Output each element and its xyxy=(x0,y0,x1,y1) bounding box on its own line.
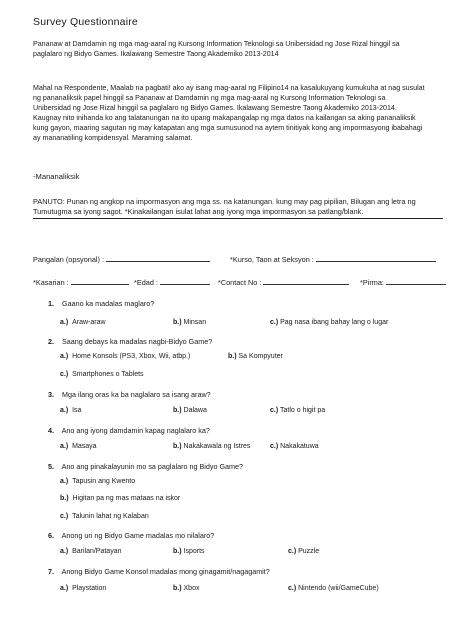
option-letter: a.) xyxy=(60,443,69,450)
field-pangalan-label: Pangalan (opsyonal) : xyxy=(33,255,104,264)
q4-option-c[interactable] xyxy=(270,443,319,450)
option-text: Isports xyxy=(183,548,205,555)
field-contact xyxy=(218,278,349,287)
option-letter: a.) xyxy=(60,407,69,414)
instructions-line: PANUTO: Punan ng angkop na impormasyon ang mga ss. na katanungan. kung may pag pipilian, Bilugan ang letra ng xyxy=(33,197,416,206)
document-title: Survey Questionnaire xyxy=(33,16,138,28)
option-text: Sa Kompyuter xyxy=(238,353,283,360)
question-text: Gaano ka madalas maglaro? xyxy=(62,299,155,308)
q3-option-c[interactable] xyxy=(270,407,325,414)
q2-option-c[interactable] xyxy=(60,371,144,378)
field-kasarian xyxy=(33,278,129,287)
option-text: Talunin lahat ng Kalaban xyxy=(72,513,149,520)
q4-option-b[interactable] xyxy=(173,443,250,450)
option-text: Minsan xyxy=(183,319,207,326)
intro-line: paglalaro ng Bidyo Games. Ikalawang Semestre Taong Akademiko 2013-2014 xyxy=(33,50,279,58)
option-letter: c.) xyxy=(270,443,279,450)
question-1 xyxy=(48,299,154,308)
q5-option-a[interactable] xyxy=(60,478,135,485)
q3-option-b[interactable] xyxy=(173,407,207,414)
question-text: Anong Bidyo Game Konsol madalas mong ginagamit/nagagamit? xyxy=(61,567,270,576)
option-text: Isa xyxy=(72,407,82,414)
q6-option-b[interactable] xyxy=(173,548,205,555)
option-letter: b.) xyxy=(60,495,69,502)
option-letter: c.) xyxy=(270,407,279,414)
q7-option-c[interactable] xyxy=(288,585,379,592)
option-letter: c.) xyxy=(270,319,279,326)
instructions xyxy=(33,197,443,219)
q6-option-c[interactable] xyxy=(288,548,319,555)
q5-option-c[interactable] xyxy=(60,513,149,520)
option-letter: b.) xyxy=(173,585,182,592)
field-kurso-label: *Kurso, Taon at Seksyon : xyxy=(230,255,314,264)
option-letter: b.) xyxy=(228,353,237,360)
signature-researcher: -Mananaliksik xyxy=(33,172,80,181)
letter-paragraph xyxy=(33,83,443,143)
question-text: Ano ang iyong damdamin kapag naglalaro ka? xyxy=(61,426,210,435)
question-2 xyxy=(48,337,212,346)
field-contact-label: *Contact No : xyxy=(218,278,262,287)
q7-option-b[interactable] xyxy=(173,585,199,592)
field-kurso-blank[interactable] xyxy=(316,255,436,262)
option-text: Higitan pa ng mas mataas na iskor xyxy=(72,495,181,502)
option-text: Smartphones o Tablets xyxy=(72,371,144,378)
option-letter: c.) xyxy=(288,585,297,592)
q6-option-a[interactable] xyxy=(60,548,121,555)
option-text: Puzzle xyxy=(298,548,320,555)
option-letter: b.) xyxy=(173,548,182,555)
option-text: Nintendo (wii/GameCube) xyxy=(298,585,379,592)
field-edad xyxy=(134,278,210,287)
option-letter: b.) xyxy=(173,319,182,326)
field-kasarian-blank[interactable] xyxy=(71,278,129,285)
question-text: Saang debays ka madalas nagbi-Bidyo Game? xyxy=(62,337,213,346)
question-6 xyxy=(48,531,214,540)
option-letter: a.) xyxy=(60,478,69,485)
field-kasarian-label: *Kasarian : xyxy=(33,278,69,287)
letter-line: Kaugnay nito inihanda ko ang talatanungan na ito upang makapangalap ng mga datos na kailangan sa aking pananaliksik xyxy=(33,114,416,122)
field-kurso xyxy=(230,255,436,264)
q7-option-a[interactable] xyxy=(60,585,106,592)
field-edad-blank[interactable] xyxy=(160,278,210,285)
option-letter: a.) xyxy=(60,548,69,555)
option-letter: c.) xyxy=(60,371,69,378)
field-edad-label: *Edad : xyxy=(134,278,158,287)
option-text: Araw-araw xyxy=(72,319,106,326)
option-letter: b.) xyxy=(173,407,182,414)
option-letter: b.) xyxy=(173,443,182,450)
question-text: Anong uri ng Bidyo Game madalas mo nilalaro? xyxy=(61,531,215,540)
question-4 xyxy=(48,426,210,435)
q1-option-c[interactable] xyxy=(270,319,388,326)
option-letter: a.) xyxy=(60,319,69,326)
question-5 xyxy=(48,462,243,471)
question-number: 2. xyxy=(48,337,54,346)
q5-option-b[interactable] xyxy=(60,495,180,502)
field-pirma-label: *Pirma: xyxy=(360,278,384,287)
option-text: Pag nasa ibang bahay lang o lugar xyxy=(280,319,389,326)
field-pirma xyxy=(360,278,446,287)
option-letter: a.) xyxy=(60,585,69,592)
option-text: Playstation xyxy=(72,585,107,592)
option-text: Tatlo o higit pa xyxy=(280,407,326,414)
q1-option-b[interactable] xyxy=(173,319,206,326)
option-text: Barilan/Patayan xyxy=(72,548,122,555)
letter-line: Unibersidad ng Jose Rizal hinggil sa paglalaro ng Bidyo Games. Ikalawang Semestre Taong Akademiko 2013-2014. xyxy=(33,104,397,112)
option-text: Dalawa xyxy=(183,407,207,414)
option-text: Xbox xyxy=(183,585,200,592)
letter-line: ng pananaliksik papel hinggil sa Pananaw at Damdamin ng mga mag-aaral ng Kursong Information Teknologi sa xyxy=(33,94,386,102)
question-text: Ano ang pinakalayunin mo sa paglalaro ng Bidyo Game? xyxy=(61,462,244,471)
question-number: 1. xyxy=(48,299,54,308)
letter-line: kung gayon, maaring sagutan ng may katapatan ang mga sumusunod na aytem tinitiyak kong ang impormasyong ibabahagi xyxy=(33,124,423,132)
q4-option-a[interactable] xyxy=(60,443,97,450)
option-letter: c.) xyxy=(60,513,69,520)
option-text: Nakakatuwa xyxy=(280,443,319,450)
question-7 xyxy=(48,567,270,576)
intro-line: Pananaw at Damdamin ng mga mag-aaral ng Kursong Information Teknologi sa Unibersidad ng Jose Rizal hinggil sa xyxy=(33,40,400,48)
instructions-line: Tumutugma sa iyong sagot. *Kinakailangan isulat lahat ang iyong mga impormasyon sa patlang/blank. xyxy=(33,207,364,216)
question-number: 7. xyxy=(48,567,54,576)
field-pangalan-blank[interactable] xyxy=(106,255,210,262)
q2-option-b[interactable] xyxy=(228,353,283,360)
question-number: 4. xyxy=(48,426,54,435)
letter-line: Mahal na Respondente, Maalab na pagbati! ako ay isang mag-aaral ng Filipino14 na kasalukuyang kumukuha at nag susulat xyxy=(33,84,425,92)
option-letter: a.) xyxy=(60,353,69,360)
q1-option-a[interactable] xyxy=(60,319,106,326)
q2-option-a[interactable] xyxy=(60,353,190,360)
question-number: 3. xyxy=(48,390,54,399)
option-text: Nakakawala ng Istres xyxy=(183,443,251,450)
letter-line: ay mananatiling kompidensyal. Maraming salamat. xyxy=(33,134,193,142)
field-pangalan xyxy=(33,255,210,264)
question-3 xyxy=(48,390,211,399)
question-number: 5. xyxy=(48,462,54,471)
option-text: Home Konsols (PS3, Xbox, Wii, atbp.) xyxy=(72,353,191,360)
q3-option-a[interactable] xyxy=(60,407,81,414)
intro-paragraph xyxy=(33,39,443,59)
field-contact-blank[interactable] xyxy=(263,278,349,285)
field-pirma-blank[interactable] xyxy=(386,278,446,285)
option-letter: c.) xyxy=(288,548,297,555)
question-number: 6. xyxy=(48,531,54,540)
question-text: Mga ilang oras ka ba naglalaro sa isang araw? xyxy=(62,390,211,399)
option-text: Tapusin ang Kwento xyxy=(72,478,136,485)
option-text: Masaya xyxy=(72,443,97,450)
